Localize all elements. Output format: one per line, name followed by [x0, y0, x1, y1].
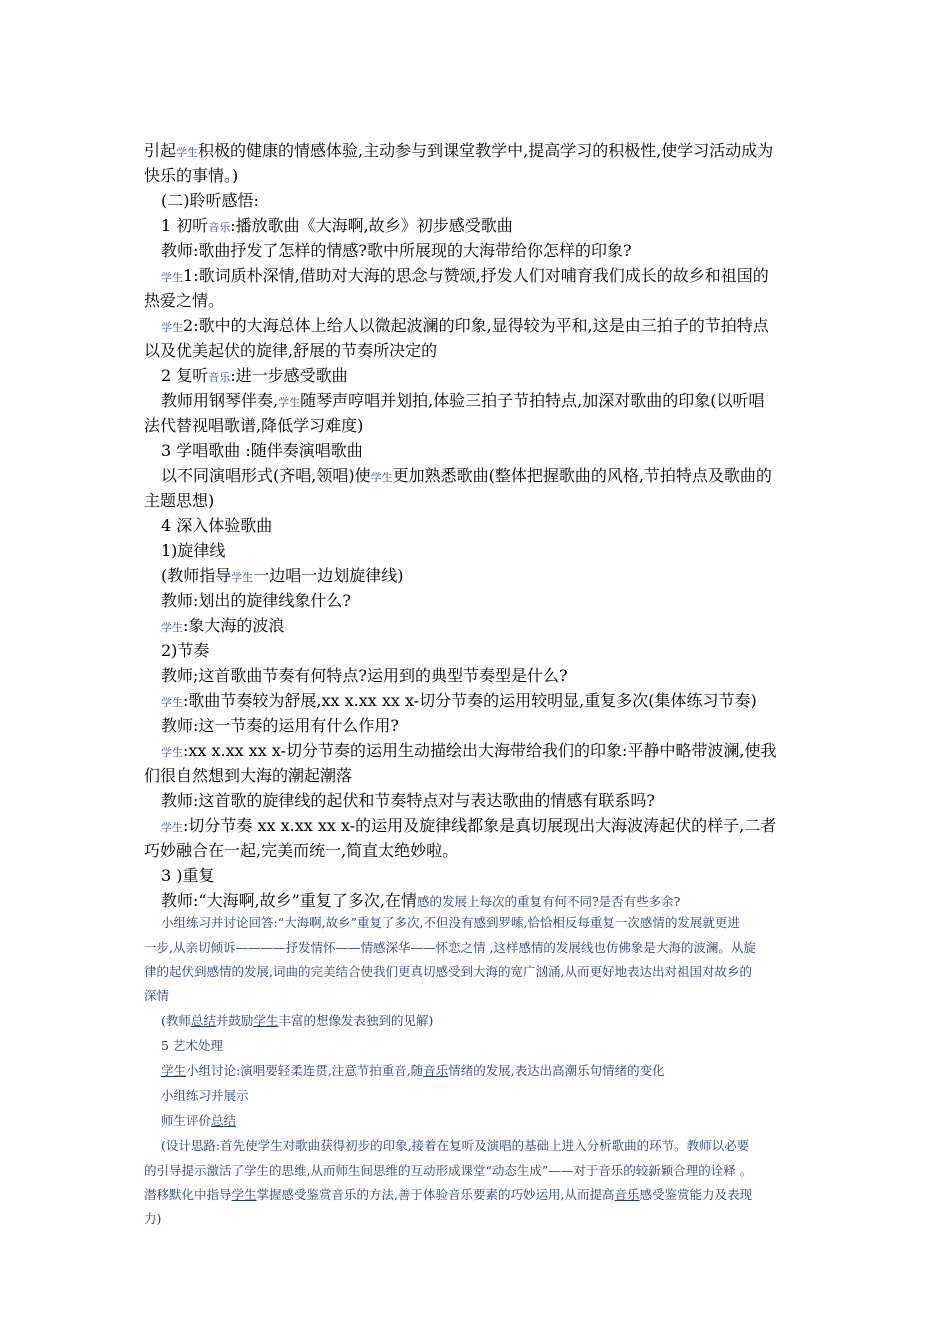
text-line: 教师用钢琴伴奏,学生随琴声哼唱并划拍,体验三拍子节拍特点,加深对歌曲的印象(以听唱 [161, 391, 765, 410]
text-line: 2)节奏 [161, 641, 210, 660]
text-line: 学生:歌曲节奏较为舒展,xx x.xx xx x-切分节奏的运用较明显,重复多次(集体练习节奏) [161, 691, 757, 710]
text-line: 们很自然想到大海的潮起潮落 [144, 766, 353, 785]
text-line: 学生:xx x.xx xx x-切分节奏的运用生动描绘出大海带给我们的印象:平静中略带波澜,使我 [161, 741, 777, 760]
text-line: 律的起伏到感情的发展,词曲的完美结合使我们更真切感受到大海的宽广汹涌,从而更好地表达出对祖国对故乡的 [144, 963, 752, 979]
text-line: 师生评价总结 [161, 1112, 237, 1128]
text-line: 教师:这一节奏的运用有什么作用? [161, 716, 399, 735]
text-line: 主题思想) [144, 491, 215, 510]
text-line: (教师指导学生一边唱一边划旋律线) [161, 566, 404, 585]
text-line: 引起学生积极的健康的情感体验,主动参与到课堂教学中,提高学习的积极性,使学习活动成为 [144, 141, 774, 160]
link-music[interactable]: 音乐 [423, 1062, 449, 1078]
text-line: (教师总结并鼓励学生丰富的想像发表独到的见解) [161, 1012, 434, 1028]
text-line: 学生:象大海的波浪 [161, 616, 285, 635]
text-line: 教师;这首歌曲节奏有何特点?运用到的典型节奏型是什么? [161, 666, 568, 685]
text-line: 教师:划出的旋律线象什么? [161, 591, 351, 610]
text-line: 热爱之情。 [144, 291, 225, 310]
text-line: 深情 [144, 987, 170, 1003]
text-line: 法代替视唱歌谱,降低学习难度) [144, 416, 364, 435]
text-line: 学生1:歌词质朴深情,借助对大海的思念与赞颂,抒发人们对哺育我们成长的故乡和祖国的 [161, 266, 769, 285]
link-student[interactable]: 学生 [231, 1186, 257, 1202]
text-line: 教师:歌曲抒发了怎样的情感?歌中所展现的大海带给你怎样的印象? [161, 241, 632, 260]
text-line: 小组练习并展示 [161, 1087, 249, 1103]
text-line: 教师:“大海啊,故乡”重复了多次,在情感的发展上每次的重复有何不同?是否有些多余? [161, 891, 681, 910]
link-student[interactable]: 学生 [161, 1062, 187, 1078]
text-line: 学生:切分节奏 xx x.xx xx x-的运用及旋律线都象是真切展现出大海波涛起伏的样子,二者 [161, 816, 777, 835]
link-summary[interactable]: 总结 [190, 1012, 216, 1028]
section-heading: 5 艺术处理 [161, 1037, 223, 1053]
text-line: 学生2:歌中的大海总体上给人以微起波澜的印象,显得较为平和,这是由三拍子的节拍特点 [161, 316, 769, 335]
text-line: 的引导提示激活了学生的思维,从而师生间思维的互动形成课堂“动态生成”——对于音乐的较新颖合理的诠释 。 [144, 1162, 753, 1178]
text-line: 1 初听音乐:播放歌曲《大海啊,故乡》初步感受歌曲 [161, 216, 513, 235]
text-line: 3 )重复 [161, 866, 215, 885]
text-line: 一步,从亲切倾诉————抒发情怀——情感深华——怀恋之情 ,这样感情的发展线也仿佛象是大海的波澜。从旋 [144, 939, 756, 955]
link-summary[interactable]: 总结 [211, 1112, 237, 1128]
section-heading: (二)聆听感悟: [161, 191, 259, 210]
text-line: 3 学唱歌曲 :随伴奏演唱歌曲 [161, 441, 363, 460]
text-line: 力) [144, 1210, 162, 1226]
text-line: 小组练习并讨论回答:“大海啊,故乡”重复了多次,不但没有感到罗嗦,恰恰相反每重复一次感情的发展就更进 [161, 914, 740, 930]
text-line: 潜移默化中指导学生掌握感受鉴赏音乐的方法,善于体验音乐要素的巧妙运用,从而提高音乐感受鉴赏能力及表现 [144, 1186, 753, 1202]
text-line: 2 复听音乐:进一步感受歌曲 [161, 366, 348, 385]
text-line: 1)旋律线 [161, 541, 226, 560]
text-line: 快乐的事情。) [144, 166, 239, 185]
text-line: 学生小组讨论:演唱要轻柔连贯,注意节拍重音,随音乐情绪的发展,表达出高潮乐句情绪的变化 [161, 1062, 665, 1078]
text-line: 巧妙融合在一起,完美而统一,简直太绝妙啦。 [144, 841, 459, 860]
text-line: (设计思路:首先使学生对歌曲获得初步的印象,接着在复听及演唱的基础上进入分析歌曲的环节。教师以必要 [161, 1137, 750, 1153]
text-line: 以及优美起伏的旋律,舒展的节奏所决定的 [144, 341, 438, 360]
text-line: 以不同演唱形式(齐唱,领唱)使学生更加熟悉歌曲(整体把握歌曲的风格,节拍特点及歌曲的 [161, 466, 772, 485]
link-student[interactable]: 学生 [253, 1012, 279, 1028]
link-music[interactable]: 音乐 [614, 1186, 640, 1202]
text-line: 4 深入体验歌曲 [161, 516, 273, 535]
text-line: 教师:这首歌的旋律线的起伏和节奏特点对与表达歌曲的情感有联系吗? [161, 791, 655, 810]
